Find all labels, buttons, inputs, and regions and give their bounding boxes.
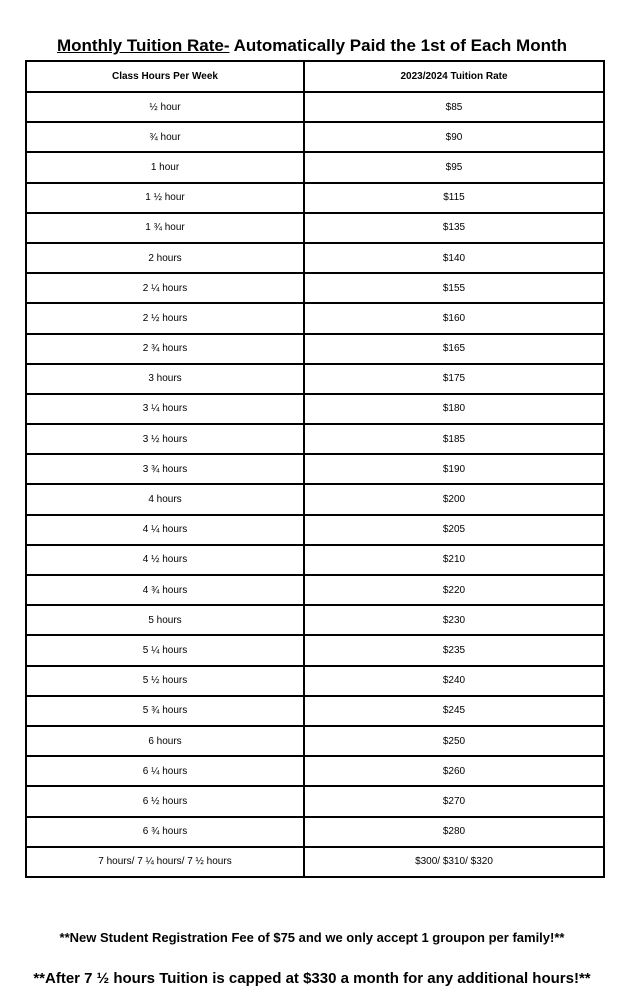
table-row <box>26 756 604 786</box>
hours-cell: 2 hours <box>26 243 304 273</box>
table-row <box>26 484 604 514</box>
table-row <box>26 454 604 484</box>
hours-cell: 7 hours/ 7 ¼ hours/ 7 ½ hours <box>26 847 304 877</box>
rate-cell: $200 <box>304 484 604 514</box>
hours-cell: 4 ¾ hours <box>26 575 304 605</box>
title-rest: Automatically Paid the 1st of Each Month <box>229 36 568 55</box>
hours-cell: 4 hours <box>26 484 304 514</box>
hours-cell: 4 ¼ hours <box>26 515 304 545</box>
table-row <box>26 515 604 545</box>
table-header-row <box>26 61 604 92</box>
rate-cell: $260 <box>304 756 604 786</box>
table-row <box>26 213 604 243</box>
page-title <box>0 36 624 56</box>
rate-cell: $115 <box>304 183 604 213</box>
rate-cell: $220 <box>304 575 604 605</box>
rate-cell: $280 <box>304 817 604 847</box>
tuition-table <box>25 60 605 878</box>
rate-cell: $210 <box>304 545 604 575</box>
rate-cell: $205 <box>304 515 604 545</box>
hours-cell: 2 ¾ hours <box>26 334 304 364</box>
table-row <box>26 726 604 756</box>
hours-cell: ¾ hour <box>26 122 304 152</box>
column-header-rate: 2023/2024 Tuition Rate <box>304 61 604 92</box>
table-body <box>26 92 604 877</box>
hours-cell: 5 ¼ hours <box>26 635 304 665</box>
table-row <box>26 666 604 696</box>
rate-cell: $235 <box>304 635 604 665</box>
hours-cell: 6 ½ hours <box>26 786 304 816</box>
hours-cell: 6 ¼ hours <box>26 756 304 786</box>
table-row <box>26 303 604 333</box>
table-row <box>26 786 604 816</box>
rate-cell: $190 <box>304 454 604 484</box>
cap-note: **After 7 ½ hours Tuition is capped at $330 a month for any additional hours!** <box>33 970 591 987</box>
table-row <box>26 605 604 635</box>
hours-cell: ½ hour <box>26 92 304 122</box>
rate-cell: $240 <box>304 666 604 696</box>
hours-cell: 3 ¼ hours <box>26 394 304 424</box>
table-row <box>26 92 604 122</box>
hours-cell: 5 hours <box>26 605 304 635</box>
hours-cell: 6 hours <box>26 726 304 756</box>
rate-cell: $185 <box>304 424 604 454</box>
rate-cell: $135 <box>304 213 604 243</box>
table-row <box>26 545 604 575</box>
rate-cell: $245 <box>304 696 604 726</box>
hours-cell: 3 ½ hours <box>26 424 304 454</box>
table-row <box>26 575 604 605</box>
table-row <box>26 273 604 303</box>
rate-cell: $180 <box>304 394 604 424</box>
hours-cell: 1 ½ hour <box>26 183 304 213</box>
hours-cell: 1 ¾ hour <box>26 213 304 243</box>
table-row <box>26 364 604 394</box>
rate-cell: $90 <box>304 122 604 152</box>
rate-cell: $95 <box>304 152 604 182</box>
hours-cell: 5 ½ hours <box>26 666 304 696</box>
hours-cell: 3 ¾ hours <box>26 454 304 484</box>
table-row <box>26 334 604 364</box>
table-row <box>26 122 604 152</box>
hours-cell: 2 ½ hours <box>26 303 304 333</box>
rate-cell: $175 <box>304 364 604 394</box>
rate-cell: $165 <box>304 334 604 364</box>
registration-note: **New Student Registration Fee of $75 and we only accept 1 groupon per family!** <box>59 930 565 945</box>
table-row <box>26 817 604 847</box>
rate-cell: $140 <box>304 243 604 273</box>
table-row <box>26 635 604 665</box>
hours-cell: 3 hours <box>26 364 304 394</box>
rate-cell: $155 <box>304 273 604 303</box>
column-header-hours: Class Hours Per Week <box>26 61 304 92</box>
rate-cell: $270 <box>304 786 604 816</box>
rate-cell: $160 <box>304 303 604 333</box>
table-row <box>26 424 604 454</box>
table-row <box>26 243 604 273</box>
table-row <box>26 696 604 726</box>
rate-cell: $230 <box>304 605 604 635</box>
rate-cell: $85 <box>304 92 604 122</box>
hours-cell: 4 ½ hours <box>26 545 304 575</box>
table-row <box>26 394 604 424</box>
table-row <box>26 183 604 213</box>
hours-cell: 5 ¾ hours <box>26 696 304 726</box>
rate-cell: $250 <box>304 726 604 756</box>
hours-cell: 2 ¼ hours <box>26 273 304 303</box>
title-underlined: Monthly Tuition Rate- <box>56 36 230 55</box>
rate-cell: $300/ $310/ $320 <box>304 847 604 877</box>
table-row <box>26 152 604 182</box>
hours-cell: 6 ¾ hours <box>26 817 304 847</box>
table-row <box>26 847 604 877</box>
hours-cell: 1 hour <box>26 152 304 182</box>
